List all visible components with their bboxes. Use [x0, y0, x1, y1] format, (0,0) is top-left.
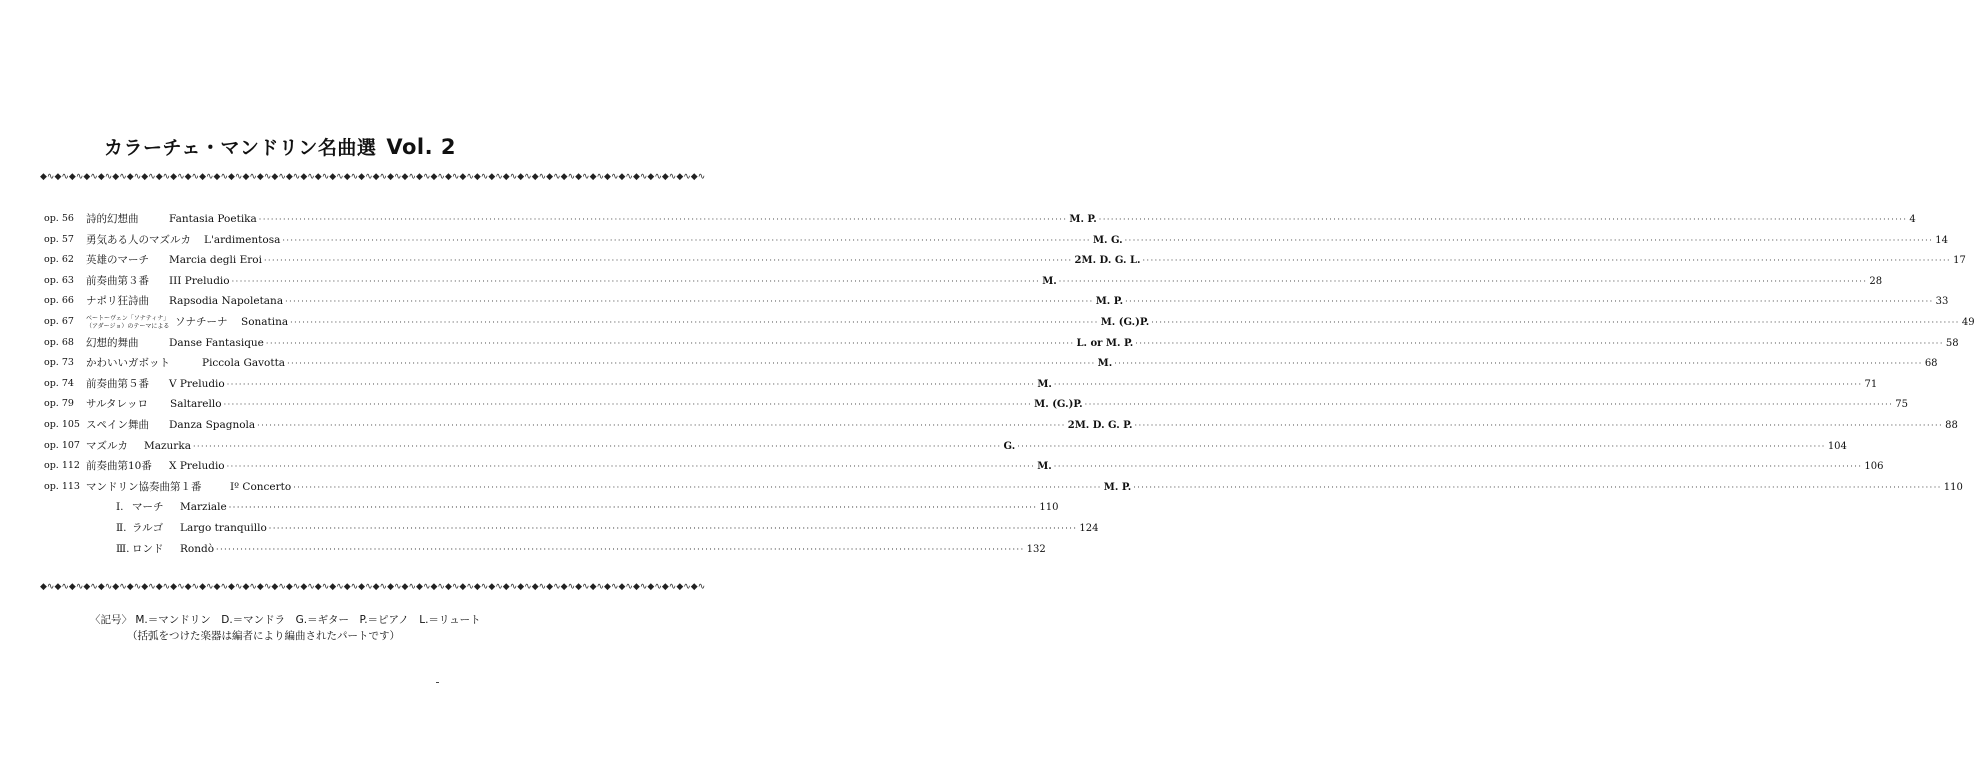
toc-entry [44, 230, 1948, 251]
japanese-title: かわいいガボット [86, 357, 170, 370]
dot-leader: ········································································································································································································ [231, 276, 1041, 286]
page-title [0, 133, 560, 160]
dot-leader: ········································································································································································································ [268, 524, 1078, 534]
japanese-title: マズルカ [86, 439, 128, 452]
dot-leader: ········································································································································································································ [287, 359, 1096, 369]
dot-leader: ········································································································································································································ [257, 420, 1066, 430]
japanese-title: 前奏曲第５番 [86, 377, 149, 390]
opus-number: op. 68 [44, 336, 74, 348]
opus-number: op. 67 [44, 315, 74, 327]
page-number: 28 [1869, 275, 1883, 287]
opus-number: op. 66 [44, 295, 74, 307]
movement-italian-title: Largo tranquillo [180, 522, 267, 535]
japanese-title: 英雄のマーチ [86, 254, 149, 267]
dot-leader: ········································································································································································································ [293, 482, 1102, 492]
decorative-border-top: ◆∿◆∿◆∿◆∿◆∿◆∿◆∿◆∿◆∿◆∿◆∿◆∿◆∿◆∿◆∿◆∿◆∿◆∿◆∿◆∿◆∿◆∿◆∿◆∿◆∿◆∿◆∿◆∿◆∿◆∿◆∿◆∿◆∿◆∿◆∿◆∿◆∿◆∿◆∿◆∿◆∿◆∿◆∿◆∿◆∿◆∿ [40, 172, 706, 182]
dot-leader: ········································································································································································································ [1114, 359, 1923, 369]
italian-title: L'ardimentosa [204, 233, 281, 246]
movement-number: Ⅱ. [116, 522, 127, 535]
japanese-title: 勇気ある人のマズルカ [86, 233, 191, 246]
opus-number: op. 62 [44, 254, 74, 266]
italian-title: Mazurka [144, 439, 191, 452]
movement-number: Ⅲ. [116, 543, 130, 556]
page-number: 58 [1945, 337, 1959, 349]
page-number: 75 [1895, 399, 1908, 411]
instrumentation: 2M. D. G. P. [1067, 419, 1133, 431]
subtitle-note [86, 315, 169, 331]
dot-leader: ········································································································································································································ [1017, 441, 1826, 451]
instrumentation: 2M. D. G. L. [1074, 255, 1141, 267]
dot-leader: ········································································································································································································ [1124, 235, 1934, 245]
page-number: 104 [1827, 440, 1847, 452]
dot-leader: ········································································································································································································ [282, 235, 1091, 245]
dot-leader: ········································································································································································································ [1098, 215, 1908, 224]
instrumentation: M. P. [1103, 481, 1132, 493]
italian-title: Sonatina [241, 315, 289, 328]
page-number: 71 [1864, 378, 1878, 390]
page-number: 132 [1026, 544, 1046, 556]
page-number: 33 [1935, 296, 1949, 308]
page-number: 88 [1945, 419, 1958, 431]
dot-leader: ········································································································································································································ [290, 317, 1099, 327]
toc-entry [44, 271, 1883, 292]
japanese-title: スペイン舞曲 [86, 418, 149, 431]
instrumentation: M. (G.)P. [1034, 399, 1083, 411]
instrumentation: M. [1037, 461, 1052, 473]
opus-number: op. 63 [44, 274, 74, 286]
dot-leader: ········································································································································································································ [263, 256, 1073, 266]
italian-title: III Preludio [169, 274, 230, 287]
instrumentation: M. (G.)P. [1100, 316, 1150, 328]
opus-number: op. 56 [44, 213, 74, 224]
legend-line-2: （括弧をつけた楽器は編者により編曲されたパートです） [127, 630, 400, 642]
page-number: 17 [1953, 255, 1966, 267]
opus-number: op. 79 [44, 398, 74, 410]
page-number: 106 [1864, 461, 1884, 473]
italian-title: Piccola Gavotta [202, 357, 286, 370]
japanese-title: 前奏曲第３番 [86, 274, 149, 287]
movement-japanese-title: マーチ [132, 501, 164, 514]
japanese-title: 詩的幻想曲 [86, 213, 139, 225]
dot-leader: ········································································································································································································ [258, 215, 1068, 224]
italian-title: Danza Spagnola [169, 418, 256, 431]
movement-italian-title: Rondò [180, 543, 215, 556]
dot-leader: ········································································································································································································ [226, 379, 1036, 389]
japanese-title: ソナチーナ [175, 315, 228, 328]
japanese-title: マンドリン協奏曲第１番 [86, 480, 202, 493]
toc-entry [44, 250, 1966, 271]
instrumentation: M. [1037, 378, 1052, 390]
toc-entry [44, 394, 1908, 415]
movement-japanese-title: ラルゴ [132, 522, 164, 535]
japanese-title: 前奏曲第10番 [86, 460, 152, 473]
title-volume: Vol. 2 [386, 135, 457, 159]
page-number: 49 [1961, 316, 1975, 328]
toc-entry [44, 353, 1938, 374]
opus-number: op. 57 [44, 233, 74, 245]
page-number: 124 [1079, 523, 1099, 535]
movement-italian-title: Marziale [180, 501, 227, 514]
italian-title: Fantasia Poetika [169, 213, 257, 225]
movement-entry [44, 539, 1046, 560]
japanese-title: ナポリ狂詩曲 [86, 295, 149, 308]
italian-title: V Preludio [169, 377, 225, 390]
toc-entry [44, 291, 1949, 312]
dot-leader: ········································································································································································································ [1058, 276, 1868, 286]
japanese-title: サルタレッロ [86, 398, 148, 411]
dot-leader: ········································································································································································································ [1151, 317, 1960, 327]
dot-leader: ········································································································································································································ [216, 545, 1025, 555]
dot-leader: ········································································································································································································ [1135, 338, 1944, 348]
opus-number: op. 74 [44, 377, 74, 389]
opus-number: op. 112 [44, 460, 80, 472]
subtitle-note-line-1: ベートーヴェン「ソナティナ」 [86, 314, 170, 322]
opus-number: op. 107 [44, 439, 80, 451]
opus-number: op. 105 [44, 418, 80, 430]
italian-title: Rapsodia Napoletana [169, 295, 284, 308]
instrumentation: M. [1042, 275, 1057, 287]
subtitle-note-line-2: （アダージョ）のテーマによる [86, 322, 170, 330]
dot-leader: ········································································································································································································ [1142, 256, 1952, 266]
dot-leader: ········································································································································································································ [285, 297, 1094, 307]
opus-number: op. 113 [44, 480, 80, 492]
dot-leader: ········································································································································································································ [265, 338, 1075, 348]
page-number: 14 [1935, 234, 1948, 246]
movement-japanese-title: ロンド [132, 543, 164, 556]
legend-line-1: 〈記号〉 M.＝マンドリン D.＝マンドラ G.＝ギター P.＝ピアノ L.＝リュート [90, 614, 481, 626]
italian-title: Saltarello [170, 398, 222, 411]
page-number: 4 [1909, 214, 1916, 225]
page-number: 68 [1924, 358, 1938, 370]
table-of-contents [44, 209, 1975, 560]
dot-leader: ········································································································································································································ [1084, 400, 1894, 410]
dot-leader: ········································································································································································································ [1133, 482, 1942, 492]
dot-leader: ········································································································································································································ [223, 400, 1033, 410]
dot-leader: ········································································································································································································ [1053, 379, 1863, 389]
instrumentation: G. [1003, 440, 1016, 452]
italian-title: Iº Concerto [230, 480, 292, 493]
page-number: 110 [1943, 481, 1963, 493]
toc-entry [44, 436, 1847, 457]
toc-entry [44, 374, 1878, 395]
movement-number: Ⅰ. [116, 501, 124, 514]
symbol-legend [90, 612, 530, 644]
italian-title: X Preludio [169, 460, 225, 473]
toc-entry [44, 209, 1916, 230]
toc-entry [44, 456, 1884, 477]
dot-leader: ········································································································································································································ [228, 503, 1038, 513]
page-number: 110 [1039, 502, 1059, 514]
instrumentation: L. or M. P. [1076, 337, 1134, 349]
dot-leader: ········································································································································································································ [1125, 297, 1934, 307]
toc-entry [44, 333, 1959, 354]
italian-title: Marcia degli Eroi [169, 254, 262, 267]
dot-leader: ········································································································································································································ [1053, 462, 1863, 472]
toc-entry [44, 477, 1963, 498]
movement-entry [44, 518, 1099, 539]
italian-title: Danse Fantasique [169, 336, 264, 349]
dot-leader: ········································································································································································································ [226, 462, 1036, 472]
instrumentation: M. P. [1069, 214, 1097, 225]
toc-entry [44, 415, 1958, 436]
japanese-title: 幻想的舞曲 [86, 336, 139, 349]
toc-entry [44, 312, 1975, 333]
dot-leader: ········································································································································································································ [192, 441, 1002, 451]
movement-entry [44, 497, 1059, 518]
instrumentation: M. [1097, 358, 1113, 370]
opus-number: op. 73 [44, 357, 74, 369]
instrumentation: M. G. [1092, 234, 1123, 246]
dot-leader: ········································································································································································································ [1134, 420, 1944, 430]
decorative-border-bottom: ◆∿◆∿◆∿◆∿◆∿◆∿◆∿◆∿◆∿◆∿◆∿◆∿◆∿◆∿◆∿◆∿◆∿◆∿◆∿◆∿◆∿◆∿◆∿◆∿◆∿◆∿◆∿◆∿◆∿◆∿◆∿◆∿◆∿◆∿◆∿◆∿◆∿◆∿◆∿◆∿◆∿◆∿◆∿◆∿◆∿◆∿ [40, 582, 706, 592]
stray-mark [436, 682, 439, 683]
title-main: カラーチェ・マンドリン名曲選 [103, 137, 377, 159]
instrumentation: M. P. [1095, 296, 1124, 308]
